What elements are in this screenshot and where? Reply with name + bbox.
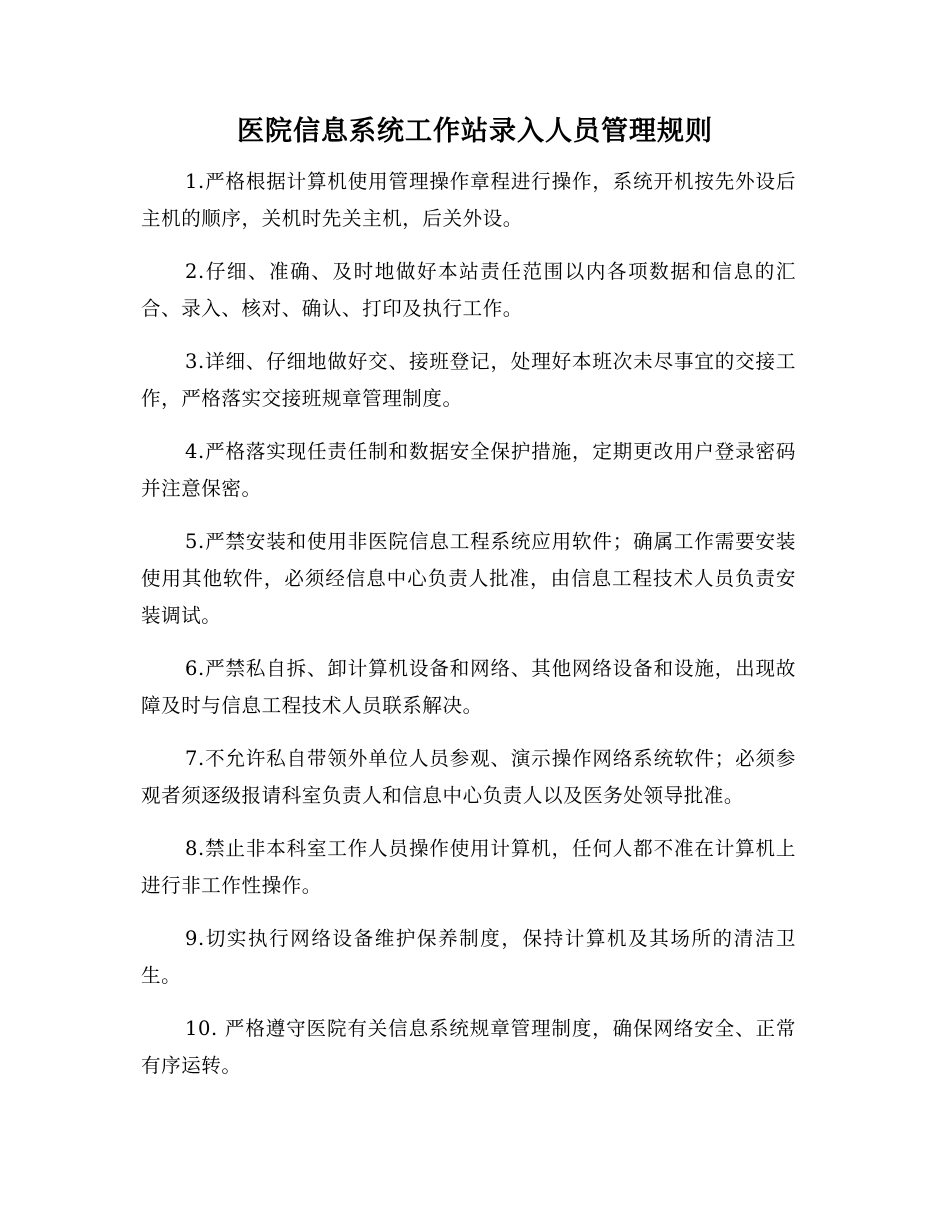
rule-item-1: 1.严格根据计算机使用管理操作章程进行操作，系统开机按先外设后主机的顺序，关机时先关主机，后关外设。 <box>141 170 796 230</box>
rule-item-7: 7.不允许私自带领外单位人员参观、演示操作网络系统软件；必须参观者须逐级报请科室负责人和信息中心负责人以及医务处领导批准。 <box>141 747 796 807</box>
rules-list <box>141 163 796 1100</box>
rule-item-8: 8.禁止非本科室工作人员操作使用计算机，任何人都不准在计算机上进行非工作性操作。 <box>141 837 796 897</box>
rule-item-3: 3.详细、仔细地做好交、接班登记，处理好本班次未尽事宜的交接工作，严格落实交接班规章管理制度。 <box>141 350 796 410</box>
rule-item-9: 9.切实执行网络设备维护保养制度，保持计算机及其场所的清洁卫生。 <box>141 927 796 987</box>
document-title: 医院信息系统工作站录入人员管理规则 <box>237 116 713 147</box>
rule-item-4: 4.严格落实现任责任制和数据安全保护措施，定期更改用户登录密码并注意保密。 <box>141 440 796 500</box>
rule-item-6: 6.严禁私自拆、卸计算机设备和网络、其他网络设备和设施，出现故障及时与信息工程技术人员联系解决。 <box>141 657 796 717</box>
rule-item-10: 10. 严格遵守医院有关信息系统规章管理制度，确保网络安全、正常有序运转。 <box>141 1017 796 1077</box>
rule-item-2: 2.仔细、准确、及时地做好本站责任范围以内各项数据和信息的汇合、录入、核对、确认、打印及执行工作。 <box>141 260 796 320</box>
rule-item-5: 5.严禁安装和使用非医院信息工程系统应用软件；确属工作需要安装使用其他软件，必须经信息中心负责人批准，由信息工程技术人员负责安装调试。 <box>141 530 796 627</box>
